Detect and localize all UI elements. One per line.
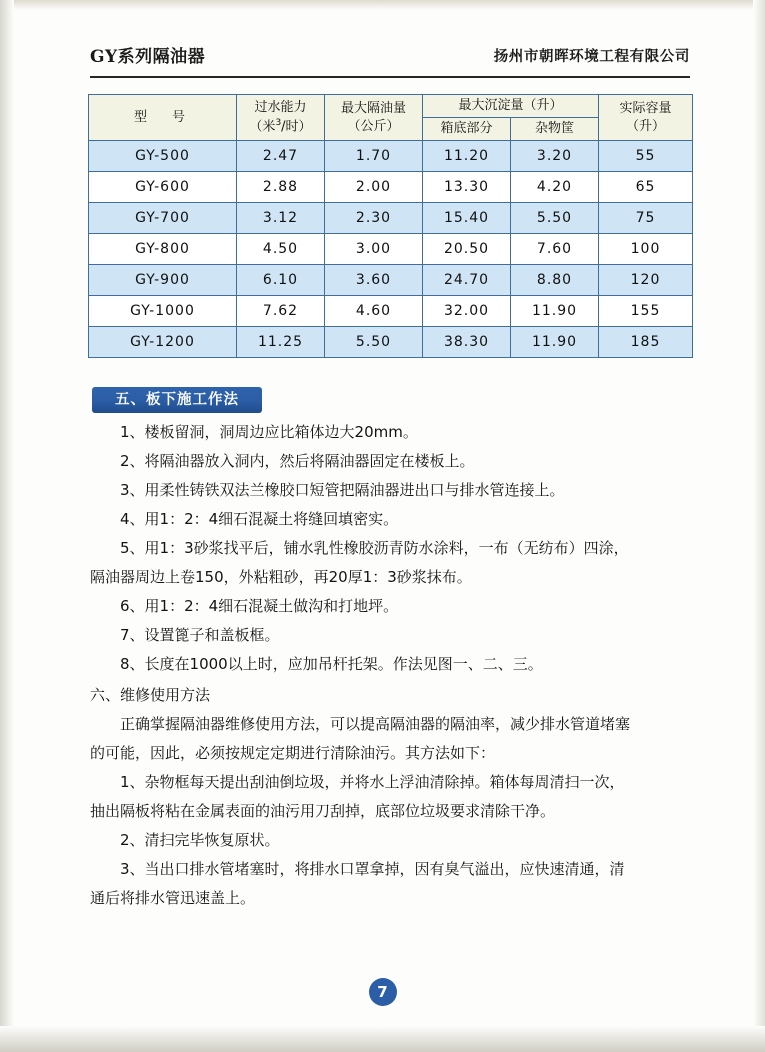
s5-item-2: 2、将隔油器放入洞内，然后将隔油器固定在楼板上。 xyxy=(120,452,475,470)
page-title: GY系列隔油器 xyxy=(90,47,206,67)
s5-item-8: 8、长度在1000以上时，应加吊杆托架。作法见图一、二、三。 xyxy=(120,655,543,673)
table-head xyxy=(89,95,693,141)
th-capacity-line2: （升） xyxy=(626,118,666,134)
cell-oil: 3.00 xyxy=(325,234,423,265)
th-flow-line2 xyxy=(237,117,324,136)
s5-item-7: 7、设置篦子和盖板框。 xyxy=(120,626,280,644)
cell-flow: 6.10 xyxy=(237,265,325,296)
page-header xyxy=(90,42,690,78)
th-flow xyxy=(237,95,325,141)
cell-oil: 2.30 xyxy=(325,203,423,234)
cell-sed-basket: 11.90 xyxy=(511,296,599,327)
s6-item-3-line2: 通后将排水管迅速盖上。 xyxy=(90,889,256,907)
cell-model: GY-1000 xyxy=(89,296,237,327)
th-oil-line1: 最大隔油量 xyxy=(340,100,406,116)
th-oil-line2: （公斤） xyxy=(347,118,400,134)
cell-sed-basket: 4.20 xyxy=(511,172,599,203)
table-row xyxy=(89,141,693,172)
body-text xyxy=(90,418,694,913)
table-row xyxy=(89,203,693,234)
cell-sed-bottom: 24.70 xyxy=(423,265,511,296)
company-name: 扬州市朝晖环境工程有限公司 xyxy=(493,48,690,65)
cell-sed-basket: 8.80 xyxy=(511,265,599,296)
th-flow-sup: 3 xyxy=(275,117,282,128)
table-row xyxy=(89,265,693,296)
cell-oil: 4.60 xyxy=(325,296,423,327)
cell-flow: 7.62 xyxy=(237,296,325,327)
s5-item-5-line1: 5、用1：3砂浆找平后，铺水乳性橡胶沥青防水涂料，一布（无纺布）四涂， xyxy=(120,539,629,557)
scan-edge-right xyxy=(753,0,765,1052)
table-body xyxy=(89,141,693,358)
cell-sed-bottom: 20.50 xyxy=(423,234,511,265)
cell-oil: 1.70 xyxy=(325,141,423,172)
s5-item-4: 4、用1：2：4细石混凝土将缝回填密实。 xyxy=(120,510,399,528)
cell-model: GY-600 xyxy=(89,172,237,203)
cell-sed-basket: 3.20 xyxy=(511,141,599,172)
cell-capacity: 120 xyxy=(599,265,693,296)
table-row xyxy=(89,234,693,265)
cell-capacity: 100 xyxy=(599,234,693,265)
th-flow-unit-b: /时） xyxy=(281,119,312,135)
s5-item-3: 3、用柔性铸铁双法兰橡胶口短管把隔油器进出口与排水管连接上。 xyxy=(120,481,565,499)
cell-flow: 4.50 xyxy=(237,234,325,265)
table-row xyxy=(89,327,693,358)
cell-model: GY-900 xyxy=(89,265,237,296)
th-flow-line1: 过水能力 xyxy=(254,100,307,116)
s6-intro-line2: 的可能，因此，必须按规定定期进行清除油污。其方法如下： xyxy=(90,744,496,762)
cell-flow: 2.47 xyxy=(237,141,325,172)
th-capacity-line1: 实际容量 xyxy=(619,100,672,116)
cell-sed-bottom: 13.30 xyxy=(423,172,511,203)
cell-model: GY-800 xyxy=(89,234,237,265)
cell-sed-bottom: 15.40 xyxy=(423,203,511,234)
s6-intro-line1: 正确掌握隔油器维修使用方法，可以提高隔油器的隔油率，减少排水管道堵塞 xyxy=(120,715,631,733)
cell-oil: 2.00 xyxy=(325,172,423,203)
table-header-row-1 xyxy=(89,95,693,118)
th-model: 型 号 xyxy=(89,95,237,141)
specification-table xyxy=(88,94,693,358)
cell-capacity: 155 xyxy=(599,296,693,327)
cell-model: GY-700 xyxy=(89,203,237,234)
th-oil xyxy=(325,95,423,141)
cell-oil: 5.50 xyxy=(325,327,423,358)
cell-sed-bottom: 38.30 xyxy=(423,327,511,358)
table-row xyxy=(89,172,693,203)
cell-flow: 11.25 xyxy=(237,327,325,358)
table-row xyxy=(89,296,693,327)
page-number-badge: 7 xyxy=(369,978,397,1006)
cell-flow: 3.12 xyxy=(237,203,325,234)
section-heading-6: 六、维修使用方法 xyxy=(90,686,211,704)
cell-sed-bottom: 11.20 xyxy=(423,141,511,172)
s6-item-1-line1: 1、杂物框每天提出刮油倒垃圾，并将水上浮油清除掉。箱体每周清扫一次， xyxy=(120,773,625,791)
cell-capacity: 55 xyxy=(599,141,693,172)
s6-item-2: 2、清扫完毕恢复原状。 xyxy=(120,831,280,849)
s6-item-1-line2: 抽出隔板将粘在金属表面的油污用刀刮掉，底部位垃圾要求清除干净。 xyxy=(90,802,556,820)
s5-item-1: 1、楼板留洞，洞周边应比箱体边大20mm。 xyxy=(120,423,418,441)
cell-sed-basket: 5.50 xyxy=(511,203,599,234)
cell-oil: 3.60 xyxy=(325,265,423,296)
s6-item-3-line1: 3、当出口排水管堵塞时，将排水口罩拿掉，因有臭气溢出，应快速清通，清 xyxy=(120,860,625,878)
cell-sed-basket: 7.60 xyxy=(511,234,599,265)
cell-model: GY-1200 xyxy=(89,327,237,358)
scan-edge-left xyxy=(0,0,14,1052)
s5-item-5-line2: 隔油器周边上卷150，外粘粗砂，再20厚1：3砂浆抹布。 xyxy=(90,568,472,586)
cell-sed-basket: 11.90 xyxy=(511,327,599,358)
th-sediment: 最大沉淀量（升） xyxy=(423,95,599,118)
th-flow-unit-a: （米 xyxy=(249,119,276,135)
page-content xyxy=(62,0,702,1052)
cell-sed-bottom: 32.00 xyxy=(423,296,511,327)
section-heading-5: 五、板下施工作法 xyxy=(92,387,262,413)
s5-item-6: 6、用1：2：4细石混凝土做沟和打地坪。 xyxy=(120,597,399,615)
cell-capacity: 185 xyxy=(599,327,693,358)
cell-capacity: 65 xyxy=(599,172,693,203)
cell-capacity: 75 xyxy=(599,203,693,234)
cell-model: GY-500 xyxy=(89,141,237,172)
cell-flow: 2.88 xyxy=(237,172,325,203)
th-sediment-bottom: 箱底部分 xyxy=(423,118,511,141)
th-sediment-basket: 杂物筐 xyxy=(511,118,599,141)
th-capacity xyxy=(599,95,693,141)
